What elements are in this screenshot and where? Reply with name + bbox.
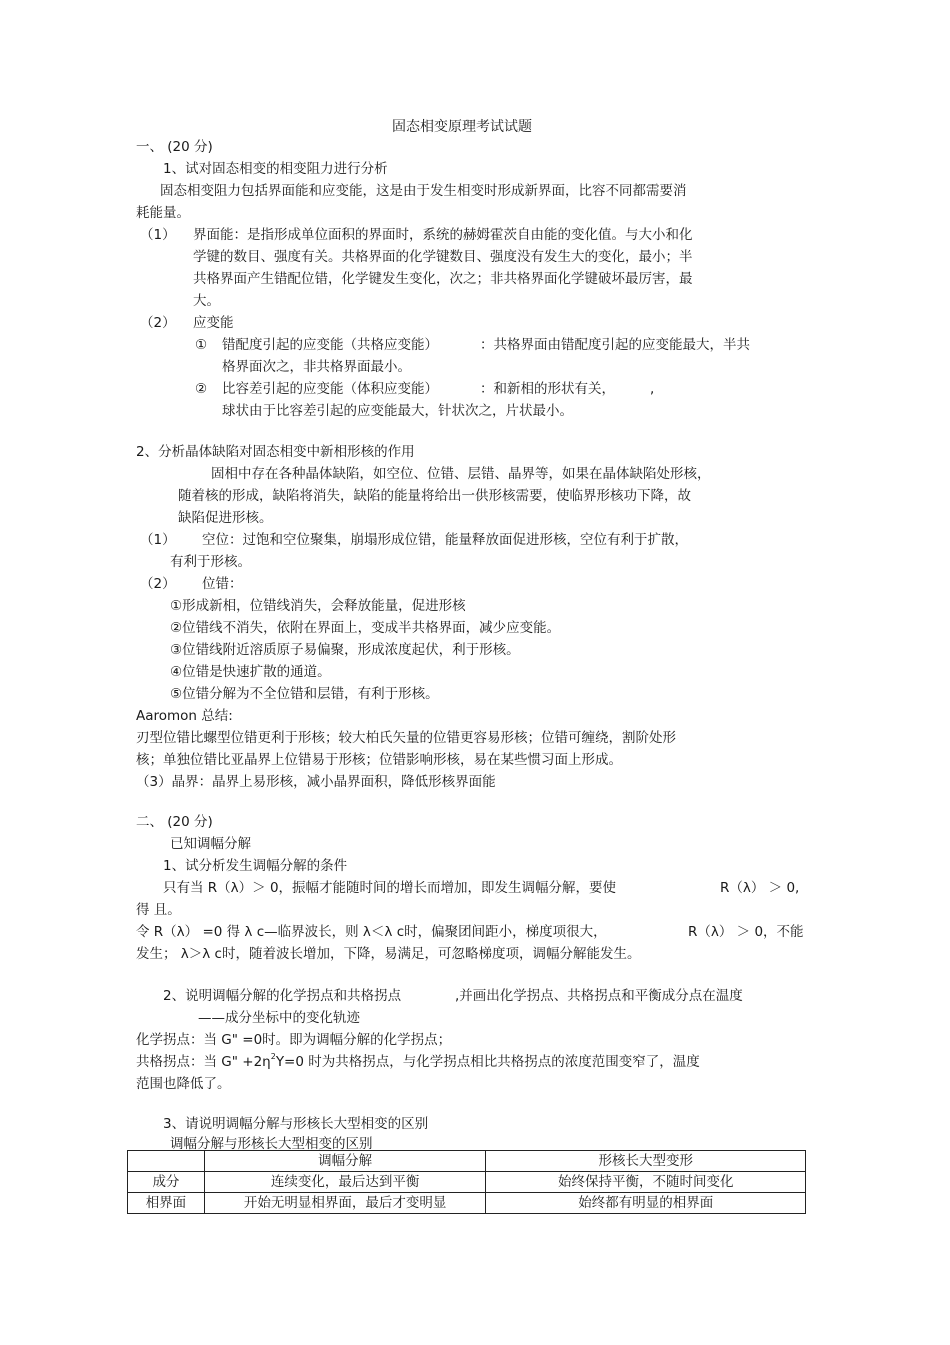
question-5: 3、请说明调幅分解与形核长大型相变的区别 [163,1116,429,1132]
paragraph-line: 核；单独位错比亚晶界上位错易于形核；位错影响形核，易在某些惯习面上形成。 [136,752,622,768]
paragraph-line: 刃型位错比螺型位错更利于形核；较大柏氏矢量的位错更容易形核；位错可缠绕，割阶处形 [136,730,676,746]
section-1-heading: 一、 (20 分) [136,139,213,155]
paragraph-line: 界面能：是指形成单位面积的界面时，系统的赫姆霍茨自由能的变化值。与大小和化 [193,227,693,243]
table-caption: 调幅分解与形核长大型相变的区别 [170,1136,373,1152]
paragraph-line: 有利于形核。 [170,554,251,570]
summary-heading: Aaromon 总结: [136,708,233,724]
table-row [128,1172,806,1193]
paragraph-line: 错配度引起的应变能（共格应变能） [222,337,438,353]
paragraph-line: 球状由于比容差引起的应变能最大，针状次之，片状最小。 [222,403,573,419]
formula-superscript: 2 [270,1052,276,1061]
paragraph-line [136,1051,700,1073]
question-4-cont: ,并画出化学拐点、共格拐点和平衡成分点在温度 [455,988,743,1004]
paragraph-line: 应变能 [193,315,234,331]
paragraph-line: 固态相变阻力包括界面能和应变能，这是由于发生相变时形成新界面，比容不同都需要消 [160,183,687,199]
section-2-heading: 二、 (20 分) [136,814,213,830]
paragraph-line: 空位：过饱和空位聚集，崩塌形成位错，能量释放面促进形核，空位有利于扩散， [202,532,688,548]
item-number: （1） [140,532,176,548]
paragraph-line: 比容差引起的应变能（体积应变能） [222,381,438,397]
table-header-cell: 形核长大型变形 [486,1151,806,1172]
paragraph-line: 大。 [193,293,220,309]
paragraph-line: 共格界面产生错配位错，化学键发生变化，次之；非共格界面化学键破坏最厉害，最 [193,271,693,287]
comparison-table [127,1150,806,1214]
table-cell: 始终都有明显的相界面 [486,1193,806,1214]
list-item: ③位错线附近溶质原子易偏聚，形成浓度起伏，利于形核。 [170,642,520,658]
table-header-cell: 调幅分解 [204,1151,486,1172]
paragraph-line: 位错： [202,576,243,592]
table-cell: 开始无明显相界面，最后才变明显 [204,1193,486,1214]
paragraph-line: 随着核的形成，缺陷将消失，缺陷的能量将给出一供形核需要，使临界形核功下降，故 [178,488,691,504]
subitem-mark: ② [195,381,208,397]
table-cell: 始终保持平衡，不随时间变化 [486,1172,806,1193]
paragraph-line: , [650,381,655,397]
paragraph-line: 发生； λ＞λ c时，随着波长增加，下降，易满足，可忽略梯度项，调幅分解能发生。 [136,946,641,962]
question-3: 1、试分析发生调幅分解的条件 [163,858,348,874]
question-1: 1、试对固态相变的相变阻力进行分析 [163,161,388,177]
table-header-cell [128,1151,205,1172]
paragraph-line: R（λ） ＞ 0, [720,880,800,896]
table-cell: 相界面 [128,1193,205,1214]
document-title: 固态相变原理考试试题 [392,119,532,135]
paragraph-line: 范围也降低了。 [136,1076,231,1092]
question-4: 2、说明调幅分解的化学拐点和共格拐点 [163,988,402,1004]
item-number: （1） [140,227,176,243]
item-number: （2） [140,315,176,331]
table-cell: 成分 [128,1172,205,1193]
paragraph-line: ：和新相的形状有关， [480,381,615,397]
paragraph-line: 耗能量。 [136,205,190,221]
table-cell: 连续变化，最后达到平衡 [204,1172,486,1193]
section-2-subtitle: 已知调幅分解 [170,836,251,852]
question-2: 2、分析晶体缺陷对固态相变中新相形核的作用 [136,444,415,460]
paragraph-line: 缺陷促进形核。 [178,510,273,526]
table-header-row [128,1151,806,1172]
paragraph-line: 固相中存在各种晶体缺陷，如空位、位错、层错、晶界等，如果在晶体缺陷处形核， [211,466,711,482]
paragraph-line: 学键的数目、强度有关。共格界面的化学键数目、强度没有发生大的变化，最小；半 [193,249,693,265]
question-4-cont: ——成分坐标中的变化轨迹 [198,1010,360,1026]
formula-text: Y=0 时为共格拐点，与化学拐点相比共格拐点的浓度范围变窄了，温度 [275,1054,700,1070]
paragraph-line: R（λ） ＞ 0，不能 [688,924,804,940]
list-item: ①形成新相，位错线消失，会释放能量，促进形核 [170,598,466,614]
list-item: ④位错是快速扩散的通道。 [170,664,331,680]
paragraph-line: 化学拐点：当 G" =0时。即为调幅分解的化学拐点； [136,1032,452,1048]
paragraph-line: （3）晶界：晶界上易形核，减小晶界面积，降低形核界面能 [136,774,496,790]
paragraph-line: 令 R（λ） =0 得 λ c—临界波长，则 λ＜λ c时，偏聚团间距小，梯度项很大， [136,924,607,940]
table-row [128,1193,806,1214]
paragraph-line: ：共格界面由错配度引起的应变能最大，半共 [480,337,750,353]
paragraph-line: 只有当 R（λ）＞ 0，振幅才能随时间的增长而增加，即发生调幅分解，要使 [163,880,617,896]
list-item: ②位错线不消失，依附在界面上，变成半共格界面，减少应变能。 [170,620,561,636]
formula-text: 共格拐点：当 G" +2η [136,1054,271,1070]
list-item: ⑤位错分解为不全位错和层错，有利于形核。 [170,686,439,702]
item-number: （2） [140,576,176,592]
paragraph-line: 得 且。 [136,902,181,918]
paragraph-line: 格界面次之，非共格界面最小。 [222,359,411,375]
subitem-mark: ① [195,337,208,353]
